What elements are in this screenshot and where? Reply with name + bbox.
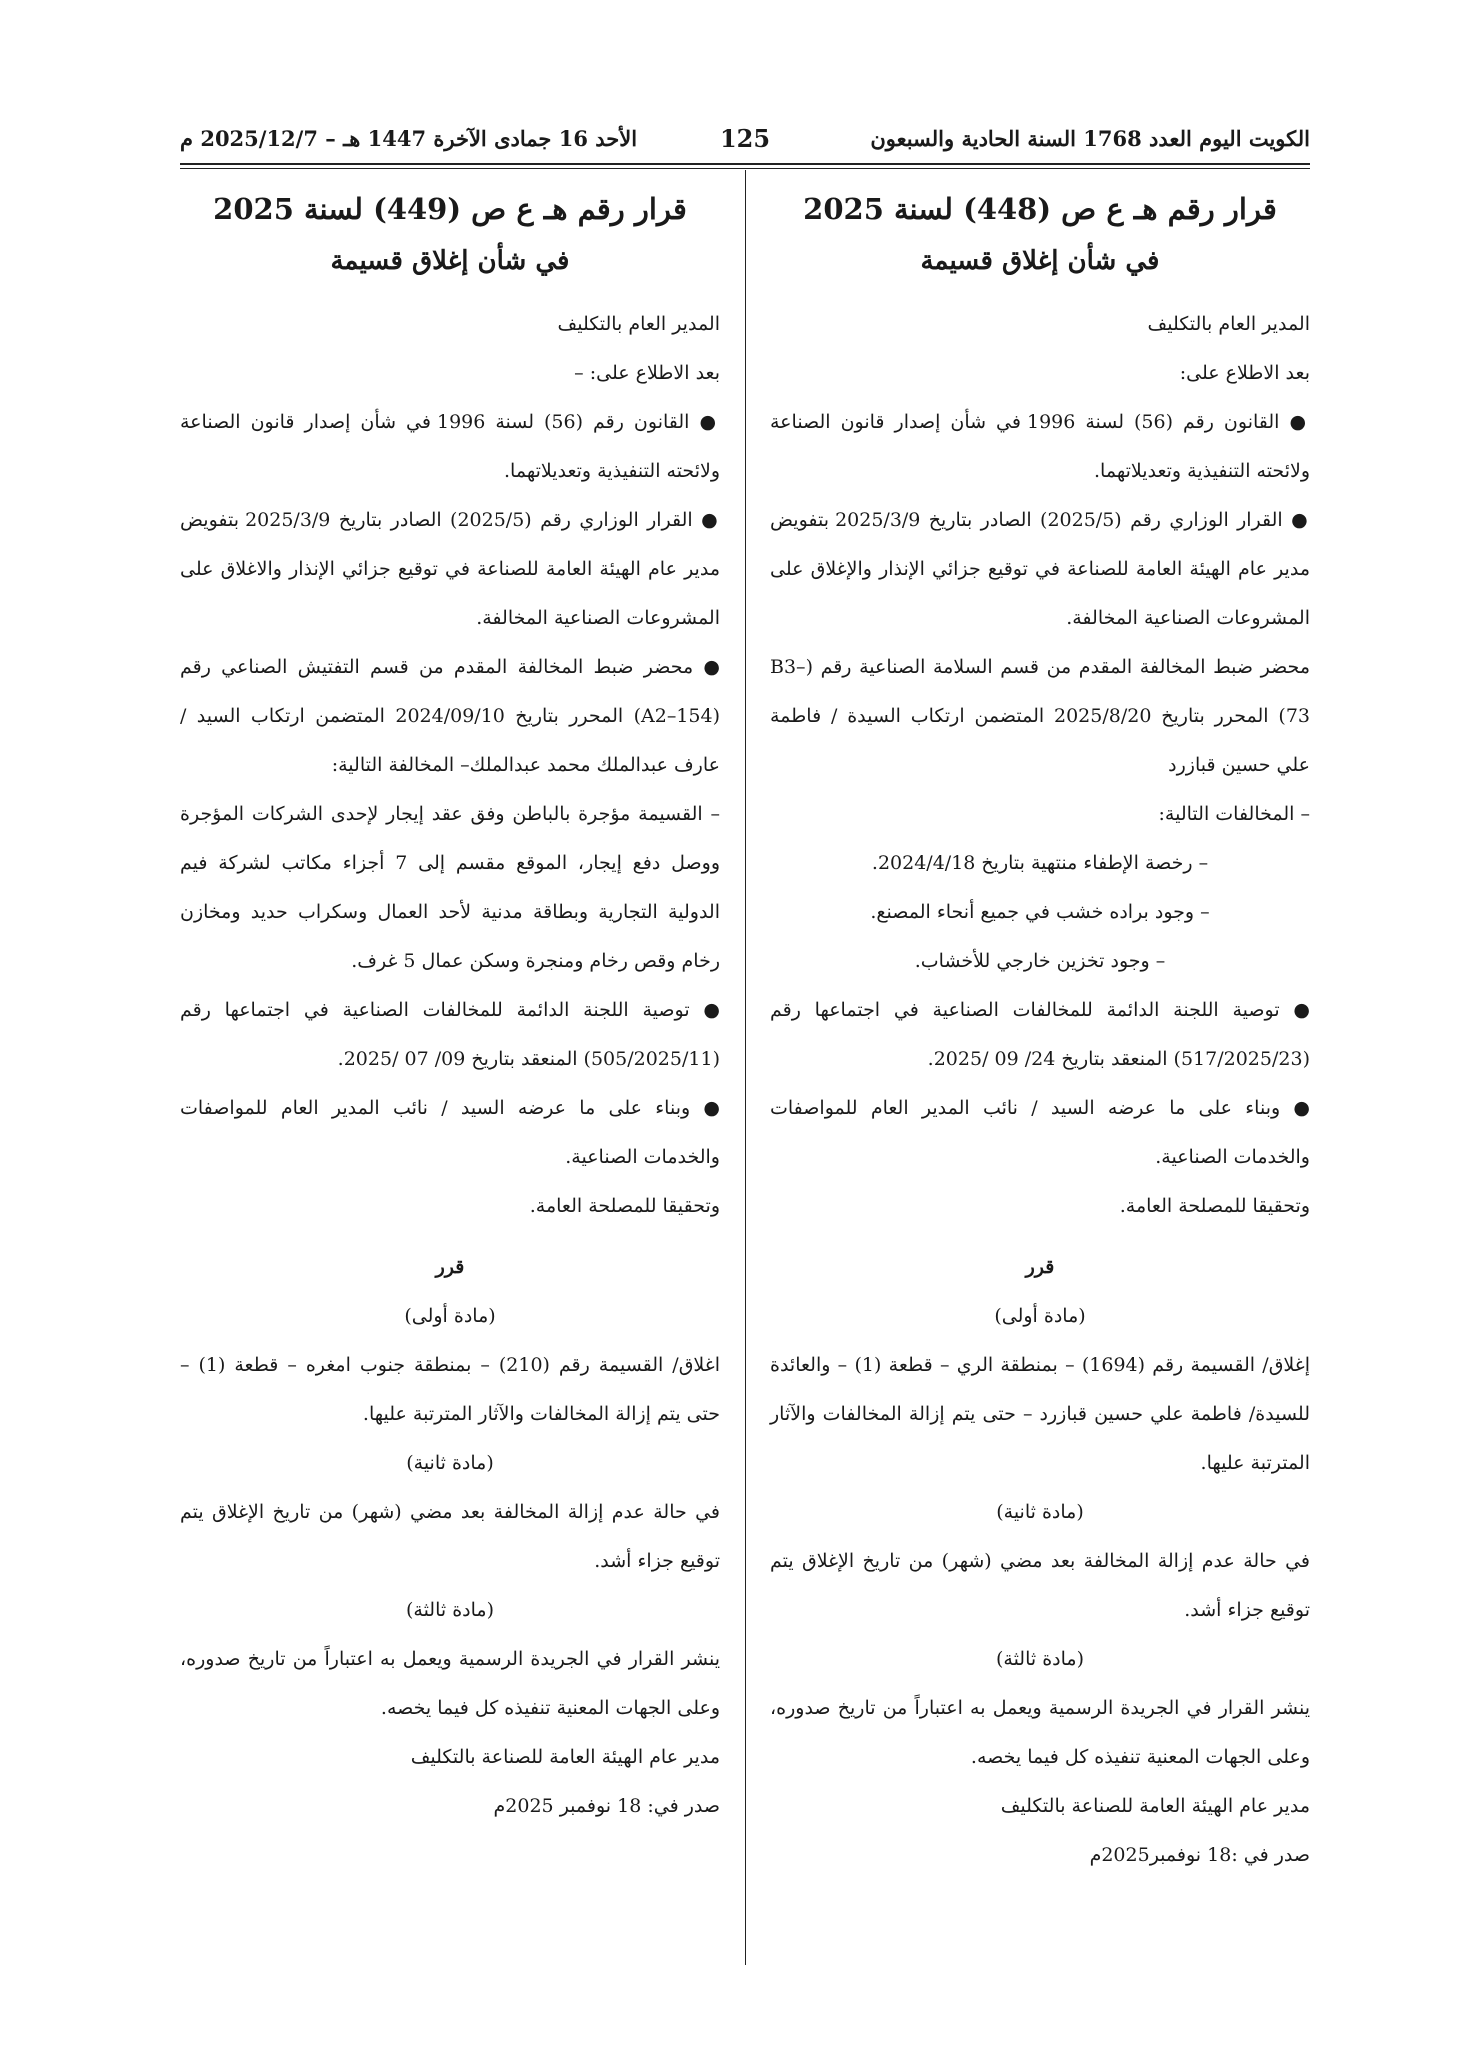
article-2-title: (مادة ثانية) (996, 1501, 1084, 1523)
decided-heading: قرر (1025, 1256, 1055, 1278)
header-rule-thin (180, 168, 1310, 169)
clause-law: ● القانون رقم (56) لسنة 1996 في شأن إصدار قانون الصناعة ولائحته التنفيذية وتعديلاتهما. (770, 411, 1310, 482)
clause-violation-report: ● محضر ضبط المخالفة المقدم من قسم التفتيش الصناعي رقم (A2–154) المحرر بتاريخ 2024/09/10 المتضمن ارتكاب السيد / عارف عبدالملك محمد عبدالملك– المخالفة التالية: (180, 656, 721, 776)
violation-item: – رخصة الإطفاء منتهية بتاريخ 2024/4/18. (871, 852, 1209, 874)
director-line: المدير العام بالتكليف (557, 313, 720, 335)
decision-subtitle: في شأن إغلاق قسيمة (920, 246, 1160, 276)
violation-item: – وجود براده خشب في جميع أنحاء المصنع. (870, 901, 1210, 923)
article-2-title: (مادة ثانية) (406, 1452, 494, 1474)
decision-subtitle: في شأن إغلاق قسيمة (330, 246, 570, 276)
preamble-line: بعد الاطلاع على: – (574, 362, 720, 384)
column-divider (745, 170, 746, 1965)
clause-violation-details: – القسيمة مؤجرة بالباطن وفق عقد إيجار لإحدى الشركات المؤجرة ووصل دفع إيجار، الموقع مقسم إلى 7 أجزاء مكاتب لشركة فيم الدولية التجارية وبطاقة مدنية لأحد العمال وسكراب حديد ومخازن رخام وقص رخام ومنجرة وسكن عمال 5 غرف. (180, 803, 720, 972)
article-1-text: إغلاق/ القسيمة رقم (1694) – بمنطقة الري – قطعة (1) – والعائدة للسيدة/ فاطمة علي حسين قبازرد – حتى يتم إزالة المخالفات والآثار المترتبة عليها. (770, 1354, 1310, 1474)
clause-ministerial-decree: ● القرار الوزاري رقم (2025/5) الصادر بتاريخ 2025/3/9 بتفويض مدير عام الهيئة العامة للصناعة في توقيع جزائي الإنذار والإغلاق على المشروعات الصناعية المخالفة. (770, 509, 1310, 629)
article-2-text: في حالة عدم إزالة المخالفة بعد مضي (شهر) من تاريخ الإغلاق يتم توقيع جزاء أشد. (180, 1501, 720, 1572)
decision-449-column (180, 180, 720, 1831)
clause-ministerial-decree: ● القرار الوزاري رقم (2025/5) الصادر بتاريخ 2025/3/9 بتفويض مدير عام الهيئة العامة للصناعة في توقيع جزائي الإنذار والاغلاق على المشروعات الصناعية المخالفة. (180, 509, 720, 629)
decided-heading: قرر (435, 1256, 465, 1278)
article-1-title: (مادة أولى) (994, 1305, 1086, 1327)
clause-deputy-submission: ● وبناء على ما عرضه السيد / نائب المدير العام للمواصفات والخدمات الصناعية. (770, 1097, 1310, 1168)
clause-violations-heading: – المخالفات التالية: (1158, 803, 1310, 825)
preamble-line: بعد الاطلاع على: (1179, 362, 1310, 384)
header-rule-thick (180, 163, 1310, 165)
header-issue-info: الكويت اليوم العدد 1768 السنة الحادية والسبعون (870, 126, 1310, 151)
article-3-text: ينشر القرار في الجريدة الرسمية ويعمل به اعتباراً من تاريخ صدوره، وعلى الجهات المعنية تنفيذه كل فيما يخصه. (770, 1697, 1310, 1768)
director-line: المدير العام بالتكليف (1147, 313, 1310, 335)
clause-law: ● القانون رقم (56) لسنة 1996 في شأن إصدار قانون الصناعة ولائحته التنفيذية وتعديلاتهما. (180, 411, 720, 482)
issue-date-line: صدر في :18 نوفمبر2025م (1089, 1844, 1310, 1866)
article-1-text: اغلاق/ القسيمة رقم (210) – بمنطقة جنوب امغره – قطعة (1) – حتى يتم إزالة المخالفات والآثار المترتبة عليها. (180, 1354, 720, 1425)
decision-title: قرار رقم هـ ع ص (448) لسنة 2025 (803, 192, 1277, 226)
clause-violation-report: محضر ضبط المخالفة المقدم من قسم السلامة الصناعية رقم (B3–73) المحرر بتاريخ 2025/8/20 المتضمن ارتكاب السيدة / فاطمة علي حسين قبازرد (770, 656, 1310, 776)
signature-line: مدير عام الهيئة العامة للصناعة بالتكليف (1000, 1795, 1310, 1817)
signature-line: مدير عام الهيئة العامة للصناعة بالتكليف (410, 1746, 720, 1768)
decision-448-column (770, 180, 1310, 1880)
decision-title: قرار رقم هـ ع ص (449) لسنة 2025 (213, 192, 687, 226)
article-1-title: (مادة أولى) (404, 1305, 496, 1327)
header-date: الأحد 16 جمادى الآخرة 1447 هـ – 2025/12/7 م (180, 126, 638, 151)
article-3-title: (مادة ثالثة) (995, 1648, 1085, 1670)
article-3-title: (مادة ثالثة) (405, 1599, 495, 1621)
issue-date-line: صدر في: 18 نوفمبر 2025م (493, 1795, 720, 1817)
clause-public-interest: وتحقيقا للمصلحة العامة. (529, 1195, 720, 1217)
clause-public-interest: وتحقيقا للمصلحة العامة. (1119, 1195, 1310, 1217)
page-number: 125 (719, 124, 771, 153)
violation-item: – وجود تخزين خارجي للأخشاب. (914, 950, 1166, 972)
article-2-text: في حالة عدم إزالة المخالفة بعد مضي (شهر) من تاريخ الإغلاق يتم توقيع جزاء أشد. (770, 1550, 1310, 1621)
article-3-text: ينشر القرار في الجريدة الرسمية ويعمل به اعتباراً من تاريخ صدوره، وعلى الجهات المعنية تنفيذه كل فيما يخصه. (180, 1648, 720, 1719)
clause-committee-recommendation: ● توصية اللجنة الدائمة للمخالفات الصناعية في اجتماعها رقم (505/2025/11) المنعقد بتاريخ 09/ 07 /2025. (180, 999, 720, 1070)
clause-committee-recommendation: ● توصية اللجنة الدائمة للمخالفات الصناعية في اجتماعها رقم (517/2025/23) المنعقد بتاريخ 24/ 09 /2025. (770, 999, 1310, 1070)
clause-deputy-submission: ● وبناء على ما عرضه السيد / نائب المدير العام للمواصفات والخدمات الصناعية. (180, 1097, 720, 1168)
page-header (180, 122, 1310, 162)
